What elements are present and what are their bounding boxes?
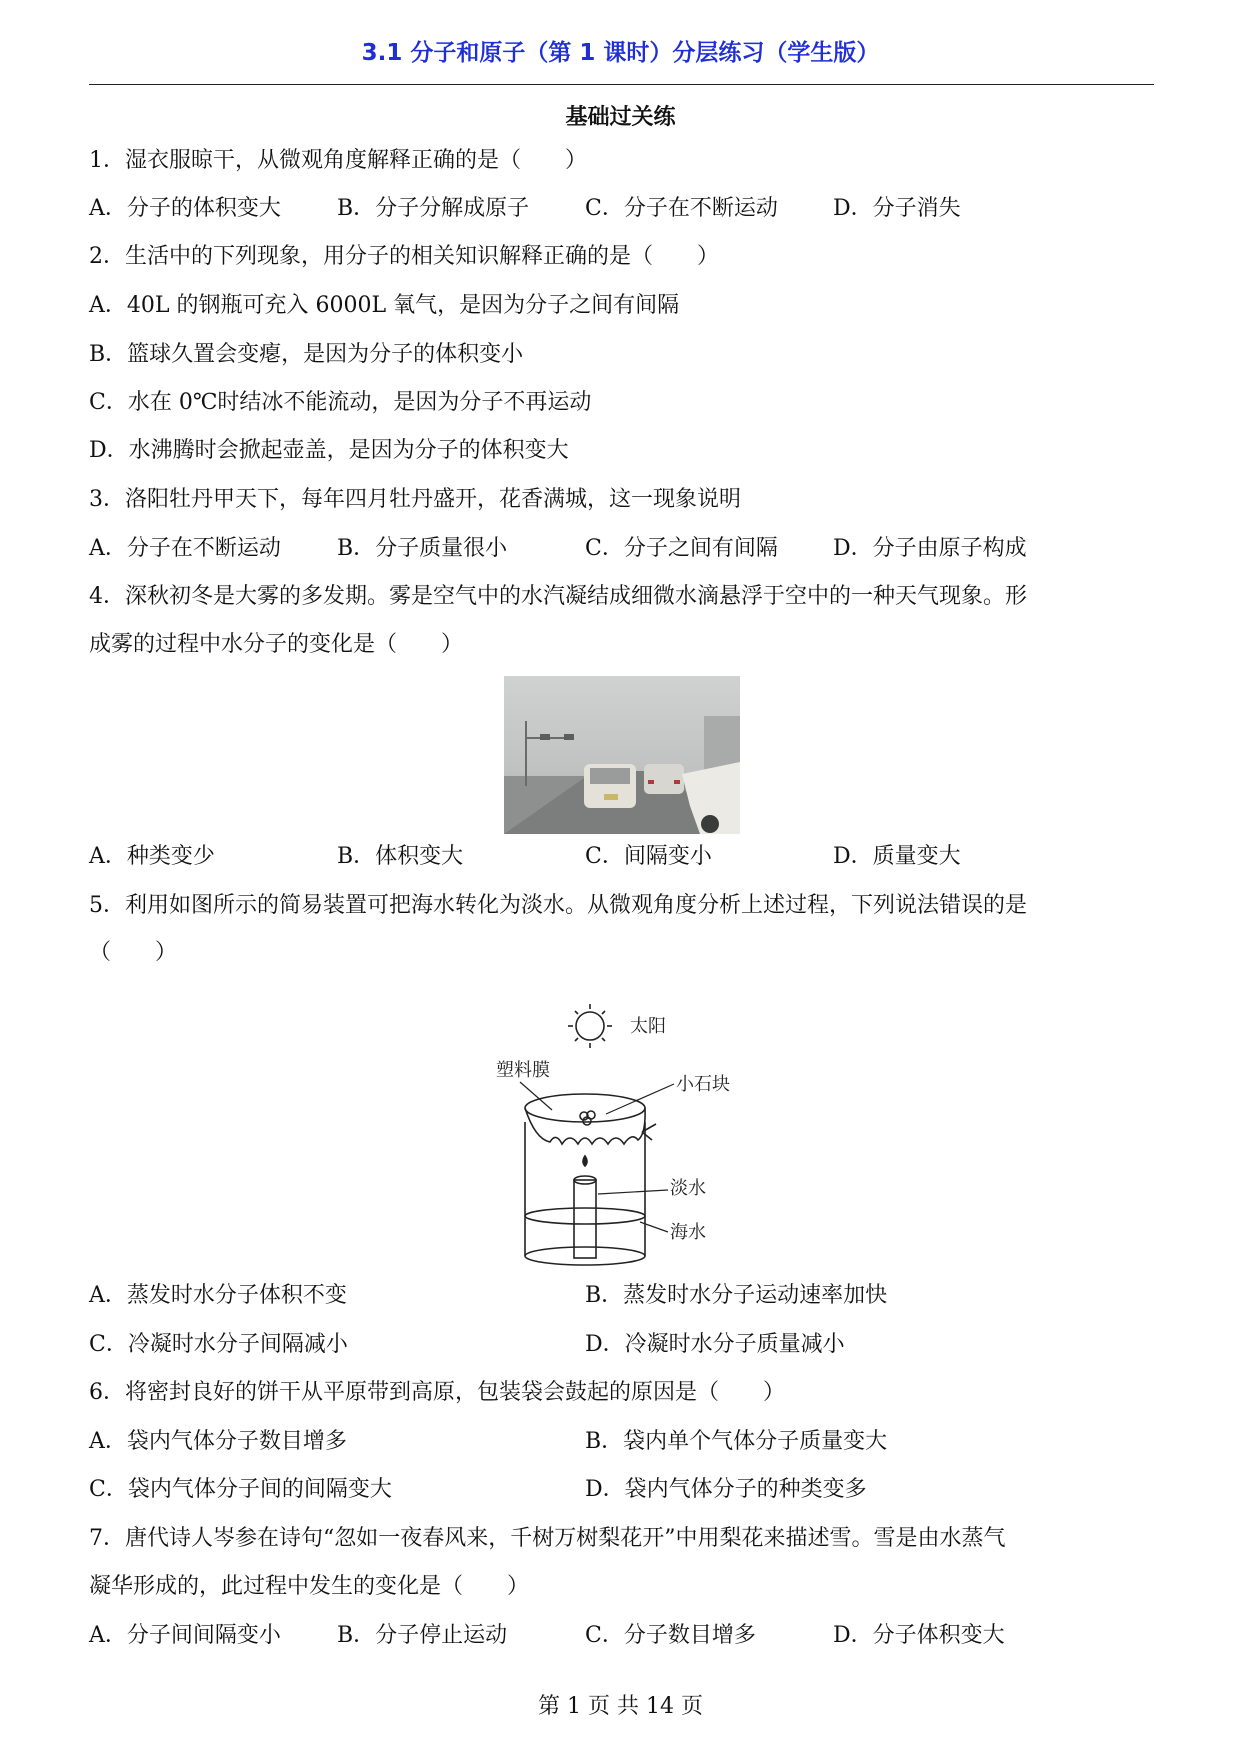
question-6-stem: 6．将密封良好的饼干从平原带到高原，包装袋会鼓起的原因是（ ） xyxy=(89,1380,785,1405)
question-4-option-c: C．间隔变小 xyxy=(585,844,712,869)
fog-road-photo xyxy=(504,676,740,834)
question-6-option-d: D．袋内气体分子的种类变多 xyxy=(585,1477,867,1502)
question-5-option-a: A．蒸发时水分子体积不变 xyxy=(89,1283,347,1308)
desalination-apparatus-diagram xyxy=(490,1004,760,1268)
question-4-option-a: A．种类变少 xyxy=(89,844,215,869)
question-2-option-a: A．40L 的钢瓶可充入 6000L 氧气，是因为分子之间有间隔 xyxy=(89,293,680,318)
question-4-stem-line-2: 成雾的过程中水分子的变化是（ ） xyxy=(89,632,464,657)
question-7-stem-line-1: 7．唐代诗人岑参在诗句“忽如一夜春风来，千树万树梨花开”中用梨花来描述雪。雪是由水蒸气 xyxy=(89,1526,1006,1551)
question-2-option-b: B．篮球久置会变瘪，是因为分子的体积变小 xyxy=(89,342,524,367)
question-4-stem-line-1: 4．深秋初冬是大雾的多发期。雾是空气中的水汽凝结成细微水滴悬浮于空中的一种天气现象。形 xyxy=(89,584,1028,609)
question-5-option-b: B．蒸发时水分子运动速率加快 xyxy=(585,1283,888,1308)
question-5-option-d: D．冷凝时水分子质量减小 xyxy=(585,1332,845,1357)
question-2-option-d: D．水沸腾时会掀起壶盖，是因为分子的体积变大 xyxy=(89,438,569,463)
label-sea-water: 海水 xyxy=(670,1222,706,1243)
question-1-option-d: D．分子消失 xyxy=(833,196,961,221)
question-4-option-b: B．体积变大 xyxy=(337,844,464,869)
question-4-option-d: D．质量变大 xyxy=(833,844,961,869)
question-6-option-b: B．袋内单个气体分子质量变大 xyxy=(585,1429,888,1454)
question-7-option-d: D．分子体积变大 xyxy=(833,1623,1005,1648)
page-title: 3.1 分子和原子（第 1 课时）分层练习（学生版） xyxy=(361,40,880,66)
question-7-option-c: C．分子数目增多 xyxy=(585,1623,756,1648)
question-1-stem: 1．湿衣服晾干，从微观角度解释正确的是（ ） xyxy=(89,148,587,173)
label-sun: 太阳 xyxy=(630,1016,666,1037)
question-3-option-c: C．分子之间有间隔 xyxy=(585,536,778,561)
question-2-option-c: C．水在 0℃时结冰不能流动，是因为分子不再运动 xyxy=(89,390,592,415)
question-3-stem: 3．洛阳牡丹甲天下，每年四月牡丹盛开，花香满城，这一现象说明 xyxy=(89,487,741,512)
label-plastic-film: 塑料膜 xyxy=(496,1060,550,1081)
section-title: 基础过关练 xyxy=(565,105,676,130)
header-divider xyxy=(89,84,1154,85)
sun-icon xyxy=(568,1004,612,1048)
question-3-option-b: B．分子质量很小 xyxy=(337,536,508,561)
label-small-stone: 小石块 xyxy=(676,1074,730,1095)
question-6-option-a: A．袋内气体分子数目增多 xyxy=(89,1429,347,1454)
question-5-stem-line-1: 5．利用如图所示的简易装置可把海水转化为淡水。从微观角度分析上述过程，下列说法错误的是 xyxy=(89,893,1028,918)
question-1-option-c: C．分子在不断运动 xyxy=(585,196,778,221)
question-2-stem: 2．生活中的下列现象，用分子的相关知识解释正确的是（ ） xyxy=(89,244,719,269)
question-5-stem-line-2: （ ） xyxy=(89,940,178,965)
label-fresh-water: 淡水 xyxy=(670,1178,706,1199)
question-7-option-b: B．分子停止运动 xyxy=(337,1623,508,1648)
question-1-option-a: A．分子的体积变大 xyxy=(89,196,281,221)
question-7-stem-line-2: 凝华形成的，此过程中发生的变化是（ ） xyxy=(89,1574,530,1599)
question-3-option-a: A．分子在不断运动 xyxy=(89,536,281,561)
question-6-option-c: C．袋内气体分子间的间隔变大 xyxy=(89,1477,392,1502)
page-number: 第 1 页 共 14 页 xyxy=(538,1694,703,1719)
question-3-option-d: D．分子由原子构成 xyxy=(833,536,1027,561)
question-7-option-a: A．分子间间隔变小 xyxy=(89,1623,281,1648)
question-1-option-b: B．分子分解成原子 xyxy=(337,196,530,221)
question-5-option-c: C．冷凝时水分子间隔减小 xyxy=(89,1332,348,1357)
